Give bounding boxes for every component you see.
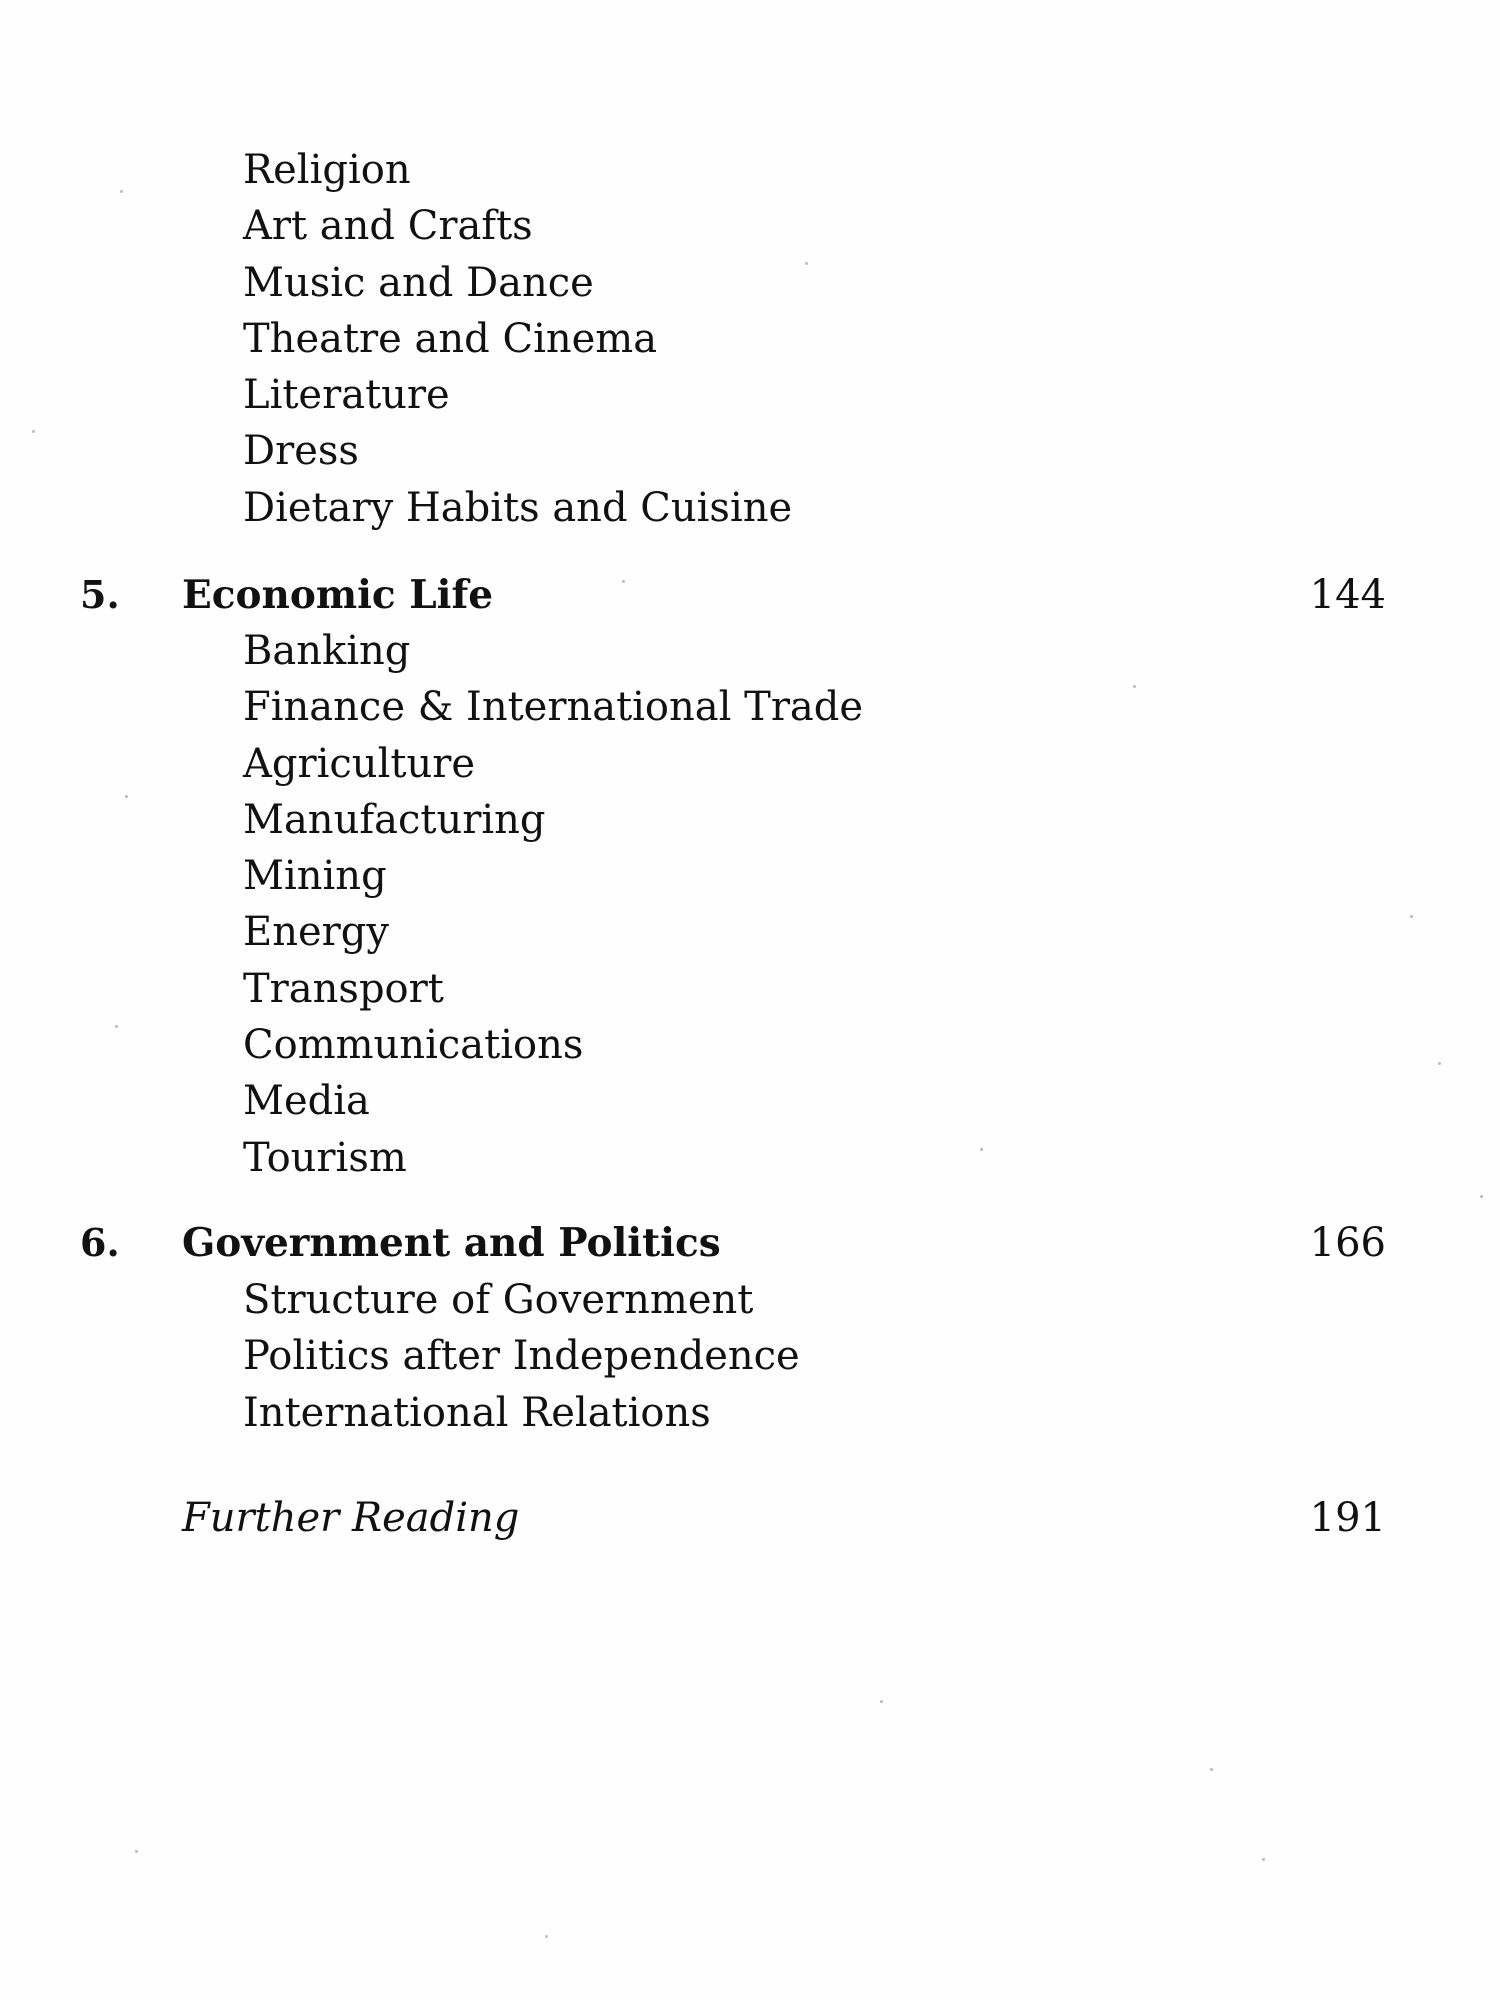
chapter-page-number: 166 xyxy=(1309,1220,1386,1266)
toc-subitem: Music and Dance xyxy=(243,259,594,306)
toc-subitem: Mining xyxy=(243,853,387,900)
toc-subitem: Agriculture xyxy=(243,740,475,787)
toc-subitem: Communications xyxy=(243,1022,584,1069)
toc-subitem: Transport xyxy=(243,965,444,1012)
further-reading-page-number: 191 xyxy=(1309,1495,1386,1541)
toc-subitem: Tourism xyxy=(243,1134,407,1181)
chapter-heading-economic-life[interactable] xyxy=(0,565,1500,625)
economic-life-items-list xyxy=(243,623,1243,1186)
chapter-page-number: 144 xyxy=(1309,572,1386,618)
toc-subitem: Energy xyxy=(243,909,389,956)
toc-subitem: Media xyxy=(243,1078,370,1125)
toc-subitem: Dietary Habits and Cuisine xyxy=(243,484,793,531)
further-reading-entry[interactable] xyxy=(0,1488,1500,1548)
toc-subitem: Manufacturing xyxy=(243,796,546,843)
toc-subitem: Finance & International Trade xyxy=(243,684,864,731)
toc-subitem: Literature xyxy=(243,372,450,419)
continued-items-list xyxy=(243,142,1243,536)
toc-subitem: Art and Crafts xyxy=(243,203,533,250)
toc-subitem: Theatre and Cinema xyxy=(243,315,658,362)
chapter-number: 5. xyxy=(80,572,120,617)
further-reading-title: Further Reading xyxy=(182,1495,520,1541)
government-items-list xyxy=(243,1272,1243,1441)
toc-subitem: Politics after Independence xyxy=(243,1333,800,1380)
chapter-title: Government and Politics xyxy=(182,1220,721,1266)
chapter-title: Economic Life xyxy=(182,572,494,618)
toc-subitem: Dress xyxy=(243,428,359,475)
toc-subitem: Religion xyxy=(243,147,411,193)
toc-subitem: International Relations xyxy=(243,1389,711,1436)
chapter-heading-government-and-politics[interactable] xyxy=(0,1213,1500,1273)
toc-subitem: Structure of Government xyxy=(243,1277,754,1323)
toc-subitem: Banking xyxy=(243,628,411,674)
chapter-number: 6. xyxy=(80,1220,120,1265)
